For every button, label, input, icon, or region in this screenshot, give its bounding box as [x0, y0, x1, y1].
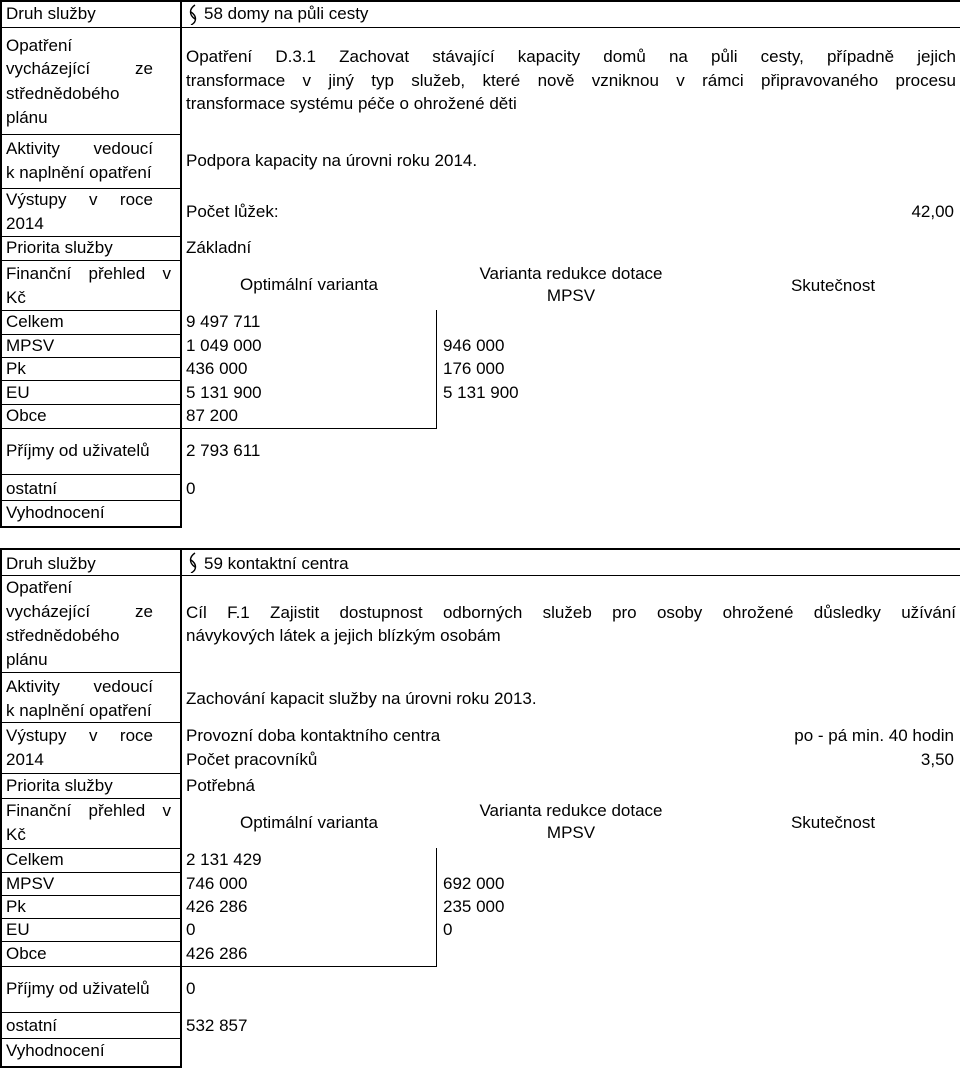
pk-optimal: 436 000 [186, 359, 248, 378]
aktivity-label: Aktivity vedoucí [6, 139, 153, 158]
financni-label: Kč [6, 825, 26, 844]
col-skutecnost: Skutečnost [790, 813, 876, 832]
financni-label: Finanční přehled v [6, 264, 171, 283]
divider [182, 966, 437, 967]
priorita-label: Priorita služby [6, 776, 113, 795]
vystupy-label: Výstupy v roce [6, 726, 153, 745]
row-label: ostatní [6, 479, 58, 498]
divider [0, 500, 182, 501]
divider [0, 27, 960, 28]
row-label: MPSV [6, 336, 55, 355]
opatreni-label: plánu [6, 108, 48, 127]
opatreni-text: transformace v jiný typ služeb, které nově vzniknou v rámci připravovaného procesu [186, 71, 956, 90]
divider [0, 848, 182, 849]
vystup-value: po - pá min. 40 hodin [794, 726, 954, 745]
vystup-label: Provozní doba kontaktního centra [186, 726, 441, 745]
row-label: Celkem [6, 850, 64, 869]
eu-optimal: 0 [186, 920, 196, 939]
row-label: MPSV [6, 874, 55, 893]
opatreni-text: transformace systému péče o ohrožené děti [186, 94, 517, 113]
divider [0, 575, 960, 576]
divider [0, 798, 182, 799]
druh-sluzby-label: Druh služby [6, 4, 96, 23]
divider [0, 357, 182, 358]
row-label: ostatní [6, 1016, 58, 1035]
row-label: Příjmy od uživatelů [6, 441, 150, 460]
vystupy-label: Výstupy v roce [6, 190, 153, 209]
divider [0, 722, 182, 723]
divider [0, 134, 182, 135]
priorita-value: Základní [186, 238, 252, 257]
row-label: EU [6, 383, 30, 402]
divider [180, 0, 182, 528]
row-label: Obce [6, 944, 47, 963]
divider [0, 548, 2, 1068]
pk-reduced: 176 000 [443, 359, 505, 378]
vystup-value: 3,50 [920, 750, 954, 769]
opatreni-text: návykových látek a jejich blízkým osobám [186, 626, 501, 645]
ostatni-value: 532 857 [186, 1016, 248, 1035]
col-redukce: Varianta redukce dotace MPSV [479, 801, 663, 842]
col-optimalni: Optimální varianta [240, 275, 378, 294]
divider [0, 0, 2, 528]
vystup-label: Počet lůžek: [186, 202, 279, 221]
divider [436, 848, 437, 966]
row-label: Vyhodnocení [6, 1041, 105, 1060]
divider [0, 474, 182, 475]
divider [0, 548, 960, 550]
opatreni-label: střednědobého [6, 84, 120, 103]
opatreni-label: střednědobého [6, 626, 120, 645]
vystup-label: Počet pracovníků [186, 750, 318, 769]
priorita-label: Priorita služby [6, 238, 113, 257]
obce-optimal: 426 286 [186, 944, 248, 963]
divider [0, 918, 182, 919]
row-label: Pk [6, 897, 26, 916]
celkem-value: 2 131 429 [186, 850, 262, 869]
mpsv-optimal: 746 000 [186, 874, 248, 893]
mpsv-optimal: 1 049 000 [186, 336, 262, 355]
divider [0, 773, 182, 774]
financni-label: Kč [6, 288, 26, 307]
eu-reduced: 5 131 900 [443, 383, 519, 402]
opatreni-label: vycházející ze [6, 59, 153, 78]
divider [0, 334, 182, 335]
divider [0, 526, 182, 528]
paragraph-mark-icon [186, 3, 200, 25]
row-label: Obce [6, 406, 47, 425]
eu-optimal: 5 131 900 [186, 383, 262, 402]
divider [0, 1012, 182, 1013]
divider [436, 310, 437, 428]
col-redukce: Varianta redukce dotace MPSV [479, 264, 663, 305]
mpsv-reduced: 946 000 [443, 336, 505, 355]
aktivity-label: k naplnění opatření [6, 701, 152, 720]
divider [0, 404, 182, 405]
eu-reduced: 0 [443, 920, 453, 939]
divider [0, 966, 182, 967]
divider [180, 548, 182, 1068]
divider [0, 236, 182, 237]
row-label: Pk [6, 359, 26, 378]
pk-reduced: 235 000 [443, 897, 505, 916]
divider [0, 428, 182, 429]
divider [0, 188, 182, 189]
vystup-value: 42,00 [911, 202, 954, 221]
service-name: 58 domy na půli cesty [204, 4, 369, 23]
paragraph-mark-icon [186, 551, 200, 573]
vystupy-label: 2014 [6, 214, 44, 233]
mpsv-reduced: 692 000 [443, 874, 505, 893]
celkem-value: 9 497 711 [186, 312, 261, 331]
opatreni-text: Opatření D.3.1 Zachovat stávající kapacity domů na půli cesty, případně jejich [186, 47, 956, 66]
aktivity-label: Aktivity vedoucí [6, 677, 153, 696]
col-skutecnost: Skutečnost [790, 276, 876, 295]
row-label: Celkem [6, 312, 64, 331]
divider [0, 895, 182, 896]
row-label: EU [6, 920, 30, 939]
prijmy-value: 2 793 611 [186, 441, 261, 460]
ostatni-value: 0 [186, 479, 196, 498]
divider [0, 941, 182, 942]
druh-sluzby-label: Druh služby [6, 554, 96, 573]
divider [0, 0, 960, 2]
opatreni-label: Opatření [6, 36, 73, 55]
pk-optimal: 426 286 [186, 897, 248, 916]
prijmy-value: 0 [186, 979, 196, 998]
vystupy-label: 2014 [6, 750, 44, 769]
divider [0, 1038, 182, 1039]
opatreni-text: Cíl F.1 Zajistit dostupnost odborných služeb pro osoby ohrožené důsledky užívání [186, 603, 956, 622]
divider [0, 872, 182, 873]
divider [0, 672, 182, 673]
row-label: Příjmy od uživatelů [6, 979, 150, 998]
divider [0, 260, 182, 261]
opatreni-label: vycházející ze [6, 602, 153, 621]
financni-label: Finanční přehled v [6, 801, 171, 820]
aktivity-text: Podpora kapacity na úrovni roku 2014. [186, 151, 478, 170]
row-label: Vyhodnocení [6, 503, 105, 522]
col-optimalni: Optimální varianta [240, 813, 378, 832]
divider [0, 310, 182, 311]
aktivity-label: k naplnění opatření [6, 163, 152, 182]
divider [182, 428, 437, 429]
aktivity-text: Zachování kapacit služby na úrovni roku 2013. [186, 689, 537, 708]
opatreni-label: Opatření [6, 578, 73, 597]
divider [0, 380, 182, 381]
obce-optimal: 87 200 [186, 406, 238, 425]
opatreni-label: plánu [6, 650, 48, 669]
service-name: 59 kontaktní centra [204, 554, 349, 573]
priorita-value: Potřebná [186, 776, 255, 795]
